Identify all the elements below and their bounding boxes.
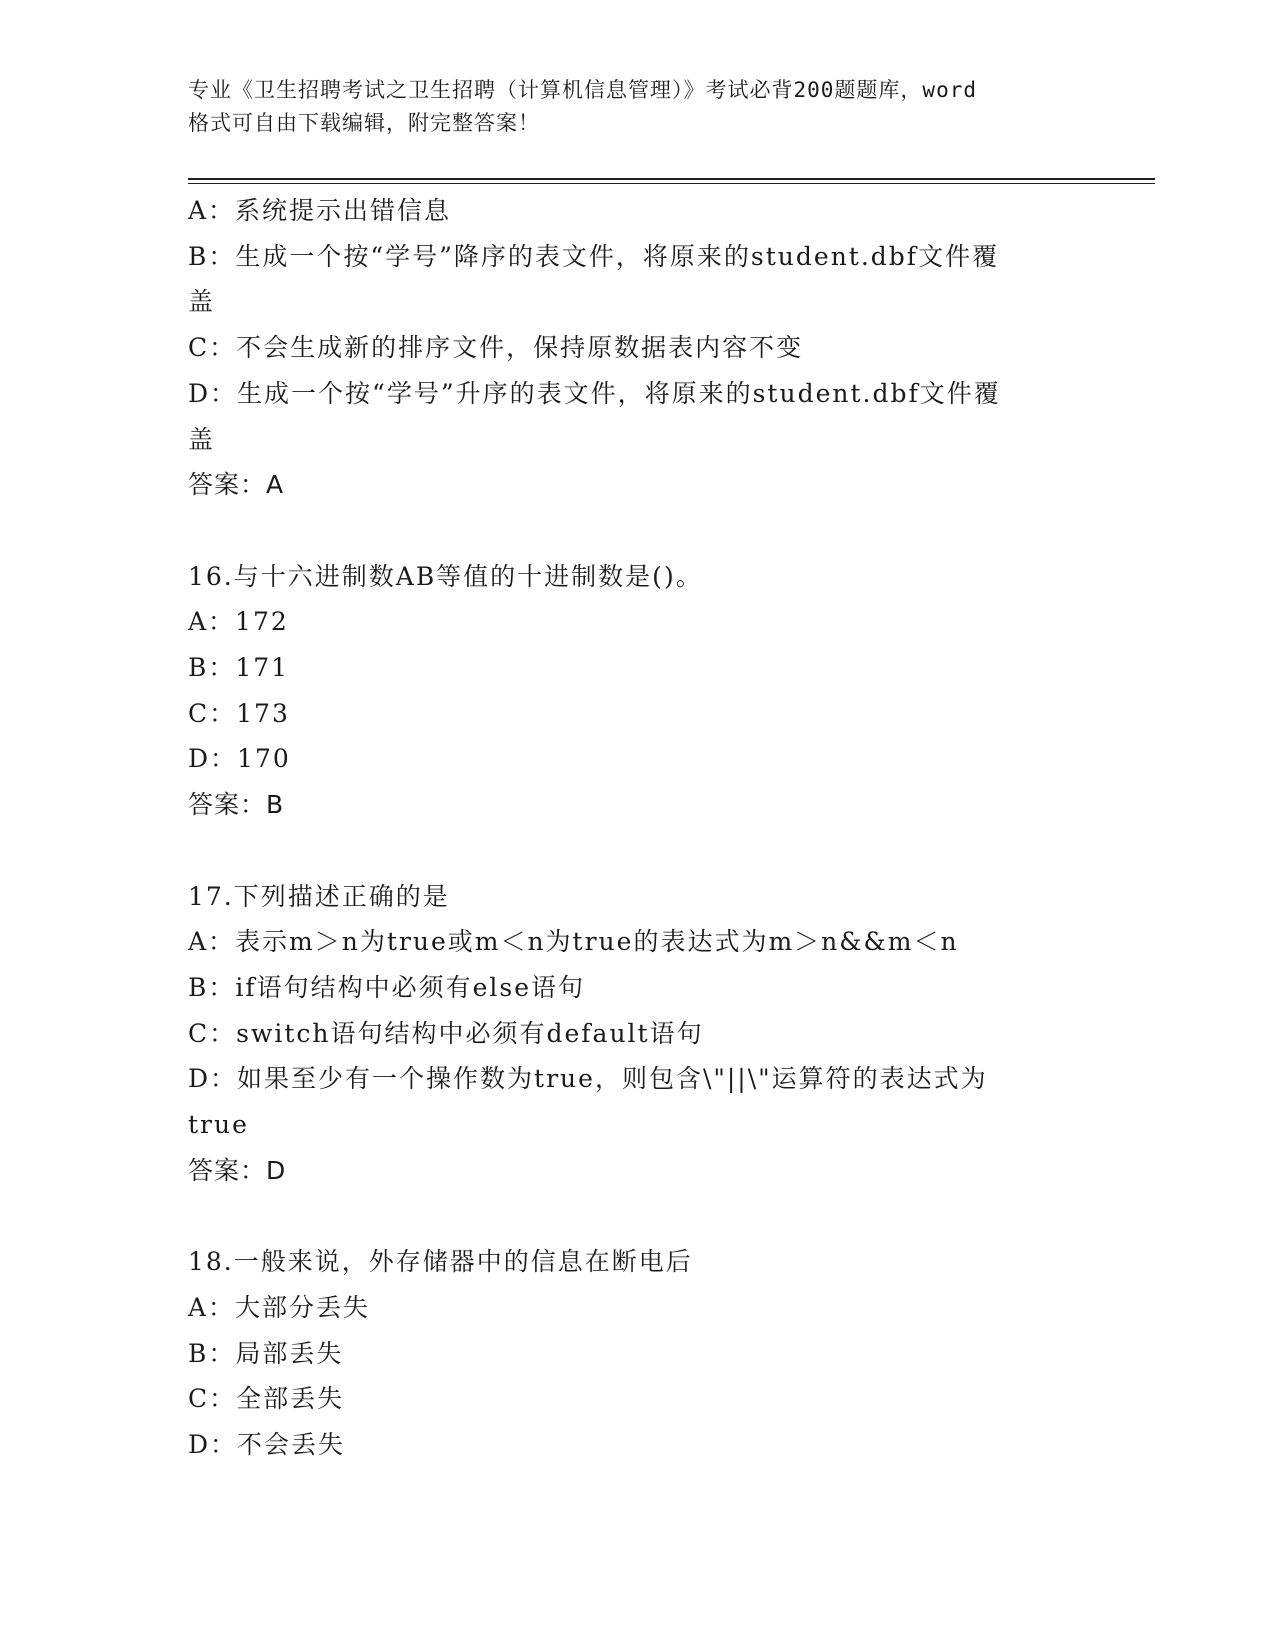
option-b: B：局部丢失 [188, 1338, 344, 1368]
spacer [188, 1193, 1088, 1239]
answer: 答案：A [188, 470, 285, 500]
option-b: B：171 [188, 653, 290, 683]
option-b-line-1: B：生成一个按“学号”降序的表文件，将原来的student.dbf文件覆 [188, 241, 1000, 271]
question-text: 18.一般来说，外存储器中的信息在断电后 [188, 1247, 693, 1277]
option-a: A：大部分丢失 [188, 1292, 371, 1322]
option-d: D：170 [188, 744, 291, 774]
option-a: A：172 [188, 607, 289, 637]
spacer [188, 828, 1088, 874]
header-line-1: 专业《卫生招聘考试之卫生招聘（计算机信息管理）》考试必背200题题库，word [188, 78, 977, 102]
answer: 答案：D [188, 1155, 287, 1185]
question-16 [188, 554, 1088, 828]
document-header [188, 74, 1088, 140]
option-a: A：系统提示出错信息 [188, 196, 452, 225]
option-d-line-2: true [188, 1110, 249, 1140]
question-17 [188, 874, 1088, 1194]
option-c: C：switch语句结构中必须有default语句 [188, 1018, 704, 1048]
header-line-2: 格式可自由下载编辑，附完整答案！ [188, 111, 540, 135]
question-18 [188, 1239, 1088, 1468]
option-c: C：全部丢失 [188, 1384, 345, 1414]
option-d-line-1: D：如果至少有一个操作数为true，则包含\"||\"运算符的表达式为 [188, 1064, 988, 1094]
question-text: 17.下列描述正确的是 [188, 881, 450, 911]
option-b-line-2: 盖 [188, 287, 216, 317]
option-a: A：表示m＞n为true或m＜n为true的表达式为m＞n&&m＜n [188, 927, 959, 957]
question-list [188, 188, 1088, 1468]
question-text: 16.与十六进制数AB等值的十进制数是()。 [188, 561, 703, 591]
spacer [188, 508, 1088, 554]
question-15 [188, 188, 1088, 508]
option-d: D：不会丢失 [188, 1429, 346, 1459]
option-c: C：不会生成新的排序文件，保持原数据表内容不变 [188, 333, 804, 363]
header-divider [188, 178, 1155, 184]
option-d-line-2: 盖 [188, 424, 216, 454]
option-b: B：if语句结构中必须有else语句 [188, 972, 586, 1002]
option-d-line-1: D：生成一个按“学号”升序的表文件，将原来的student.dbf文件覆 [188, 378, 1001, 408]
answer: 答案：B [188, 790, 285, 820]
option-c: C：173 [188, 698, 290, 728]
